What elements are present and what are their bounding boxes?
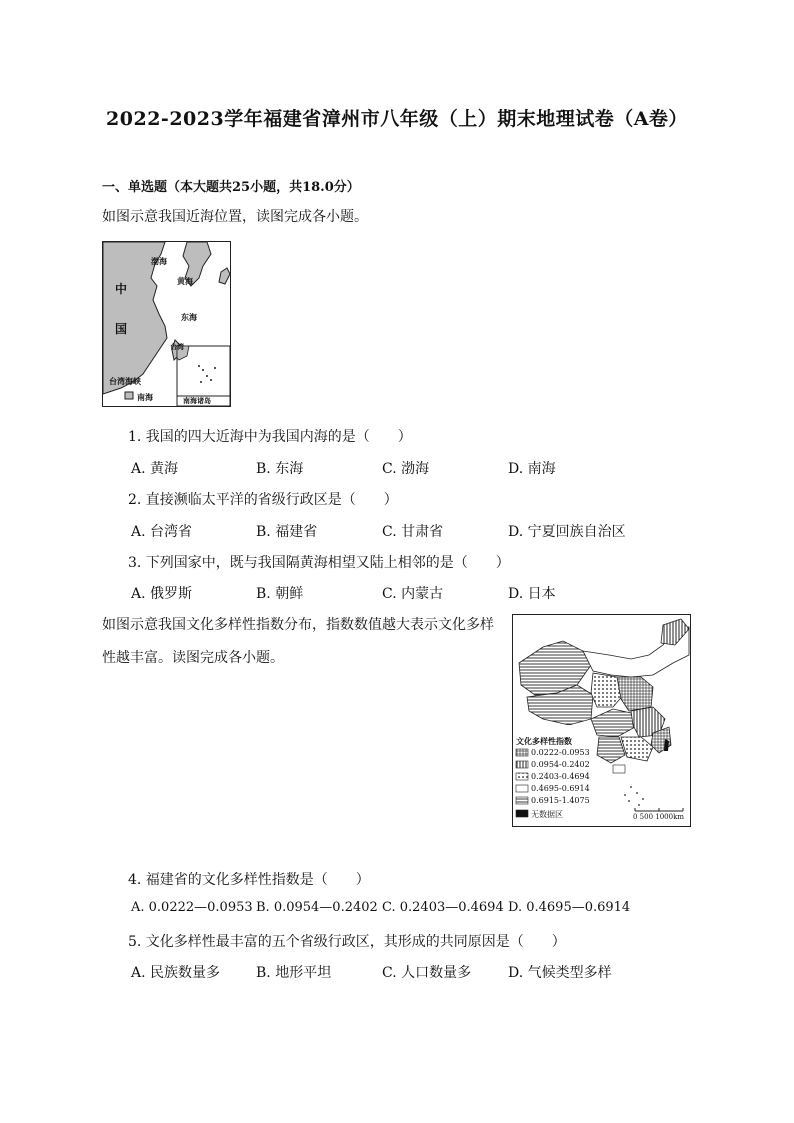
question-4-option-c[interactable]: C. 0.2403—0.4694: [382, 900, 504, 915]
question-3-stem: 3. 下列国家中，既与我国隔黄海相望又陆上相邻的是（ ）: [128, 555, 510, 571]
question-2-option-b[interactable]: B. 福建省: [256, 524, 318, 540]
near-seas-map: [102, 241, 231, 407]
question-3-option-b[interactable]: B. 朝鲜: [256, 586, 304, 602]
question-3-option-a[interactable]: A. 俄罗斯: [131, 586, 193, 602]
legend-item-3: 0.2403-0.4694: [531, 772, 590, 781]
map1-label-taiwan: 台湾: [170, 342, 184, 351]
map1-label-strait: 台湾海峡: [109, 376, 141, 386]
question-5-stem: 5. 文化多样性最丰富的五个省级行政区，其形成的共同原因是（ ）: [128, 934, 566, 950]
map1-label-china-1: 中: [115, 282, 128, 296]
section-heading: 一、单选题（本大题共25小题，共18.0分）: [102, 180, 360, 195]
map1-label-donghai: 东海: [181, 312, 197, 322]
map1-label-china-2: 国: [115, 322, 128, 336]
question-1-option-d[interactable]: D. 南海: [508, 461, 556, 477]
map1-label-inset: 南海诸岛: [183, 396, 211, 405]
question-1-stem: 1. 我国的四大近海中为我国内海的是（ ）: [128, 429, 412, 445]
question-2-option-c[interactable]: C. 甘肃省: [382, 524, 444, 540]
legend-item-2: 0.0954-0.2402: [531, 760, 590, 769]
question-1-option-b[interactable]: B. 东海: [256, 461, 304, 477]
map1-label-bohai: 渤海: [151, 256, 167, 266]
cultural-diversity-map: [512, 614, 691, 827]
legend-item-5: 0.6915-1.4075: [531, 796, 590, 805]
question-5-option-b[interactable]: B. 地形平坦: [256, 965, 332, 981]
question-4-option-d[interactable]: D. 0.4695—0.6914: [508, 900, 631, 915]
question-4-stem: 4. 福建省的文化多样性指数是（ ）: [128, 872, 370, 888]
question-2-stem: 2. 直接濒临太平洋的省级行政区是（ ）: [128, 492, 398, 508]
question-5-option-a[interactable]: A. 民族数量多: [131, 965, 221, 981]
question-2-option-d[interactable]: D. 宁夏回族自治区: [508, 524, 626, 540]
cultural-diversity-map-graphic: [513, 615, 690, 826]
question-3-option-c[interactable]: C. 内蒙古: [382, 586, 444, 602]
question-1-option-a[interactable]: A. 黄海: [131, 461, 179, 477]
question-1-option-c[interactable]: C. 渤海: [382, 461, 430, 477]
intro-text-2-line-1: 如图示意我国文化多样性指数分布，指数数值越大表示文化多样: [102, 617, 494, 633]
page-title: 2022-2023学年福建省漳州市八年级（上）期末地理试卷（A卷）: [106, 108, 688, 130]
map-scale: 0 500 1000km: [633, 813, 684, 821]
legend-item-1: 0.0222-0.0953: [531, 748, 590, 757]
question-3-option-d[interactable]: D. 日本: [508, 586, 556, 602]
question-5-option-d[interactable]: D. 气候类型多样: [508, 965, 612, 981]
legend-title: 文化多样性指数: [516, 736, 572, 746]
question-4-option-a[interactable]: A. 0.0222—0.0953: [131, 900, 253, 915]
question-5-option-c[interactable]: C. 人口数量多: [382, 965, 472, 981]
intro-text-2-line-2: 性越丰富。读图完成各小题。: [102, 650, 284, 666]
legend-item-6: 无数据区: [531, 810, 563, 819]
legend-item-4: 0.4695-0.6914: [531, 784, 590, 793]
map1-label-nanhai: 南海: [137, 392, 153, 402]
question-4-option-b[interactable]: B. 0.0954—0.2402: [256, 900, 378, 915]
question-2-option-a[interactable]: A. 台湾省: [131, 524, 193, 540]
map1-label-huanghai: 黄海: [177, 276, 193, 286]
intro-text-1: 如图示意我国近海位置，读图完成各小题。: [102, 209, 368, 225]
